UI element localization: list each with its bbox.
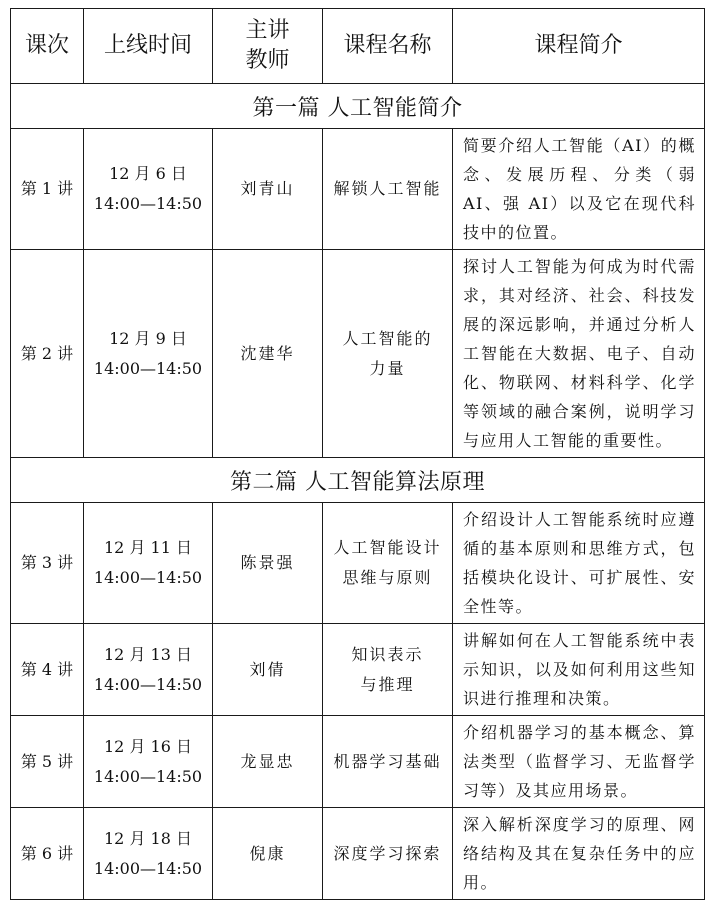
header-teacher: 主讲 教师 [213,9,323,84]
teacher-cell: 刘青山 [213,129,323,250]
lecture-cell: 第 4 讲 [11,624,84,716]
table-row [11,250,705,458]
course-name-cell: 人工智能设计 思维与原则 [323,503,453,624]
course-name-cell: 知识表示 与推理 [323,624,453,716]
section-row [11,458,705,503]
header-time: 上线时间 [84,9,213,84]
table-row [11,716,705,808]
table-row [11,129,705,250]
time-cell [84,624,213,716]
time-cell [84,129,213,250]
time-text: 14:00—14:50 [93,568,203,587]
teacher-cell: 倪康 [213,808,323,900]
time-cell [84,250,213,458]
table-row [11,503,705,624]
course-schedule-table [10,8,705,900]
course-name-cell: 深度学习探索 [323,808,453,900]
teacher-cell: 沈建华 [213,250,323,458]
time-text: 14:00—14:50 [93,194,203,213]
course-name-cell: 人工智能的 力量 [323,250,453,458]
teacher-cell: 陈景强 [213,503,323,624]
table-row [11,808,705,900]
table-row [11,624,705,716]
lecture-cell: 第 6 讲 [11,808,84,900]
summary-cell: 深入解析深度学习的原理、网络结构及其在复杂任务中的应用。 [453,808,705,900]
summary-cell: 介绍机器学习的基本概念、算法类型（监督学习、无监督学习等）及其应用场景。 [453,716,705,808]
time-cell [84,808,213,900]
lecture-cell: 第 2 讲 [11,250,84,458]
course-name-cell: 机器学习基础 [323,716,453,808]
time-cell [84,716,213,808]
date-text: 12 月 18 日 [104,828,192,848]
time-text: 14:00—14:50 [93,358,203,378]
teacher-cell: 龙显忠 [213,716,323,808]
lecture-cell: 第 1 讲 [11,129,84,250]
header-summary: 课程简介 [453,9,705,84]
section-title: 第二篇 人工智能算法原理 [11,458,705,503]
header-lecture: 课次 [11,9,84,84]
time-text: 14:00—14:50 [93,766,203,786]
time-text: 14:00—14:50 [93,674,203,694]
date-text: 12 月 13 日 [104,644,192,664]
table-header-row [11,9,705,84]
lecture-cell: 第 3 讲 [11,503,84,624]
course-name-cell: 解锁人工智能 [323,129,453,250]
summary-cell: 简要介绍人工智能（AI）的概念、发展历程、分类（弱 AI、强 AI）以及它在现代科技中的位置。 [453,129,705,250]
header-course: 课程名称 [323,9,453,84]
section-title: 第一篇 人工智能简介 [11,84,705,129]
time-cell [84,503,213,624]
summary-cell: 介绍设计人工智能系统时应遵循的基本原则和思维方式，包括模块化设计、可扩展性、安全性等。 [453,503,705,624]
lecture-cell: 第 5 讲 [11,716,84,808]
summary-cell: 讲解如何在人工智能系统中表示知识，以及如何利用这些知识进行推理和决策。 [453,624,705,716]
section-row [11,84,705,129]
date-text: 12 月 6 日 [109,164,187,183]
time-text: 14:00—14:50 [93,858,203,878]
date-text: 12 月 16 日 [104,736,192,756]
date-text: 12 月 11 日 [104,538,192,557]
date-text: 12 月 9 日 [109,328,187,348]
teacher-cell: 刘倩 [213,624,323,716]
summary-cell: 探讨人工智能为何成为时代需求，其对经济、社会、科技发展的深远影响，并通过分析人工智能在大数据、电子、自动化、物联网、材料科学、化学等领域的融合案例，说明学习与应用人工智能的重要性。 [453,250,705,458]
